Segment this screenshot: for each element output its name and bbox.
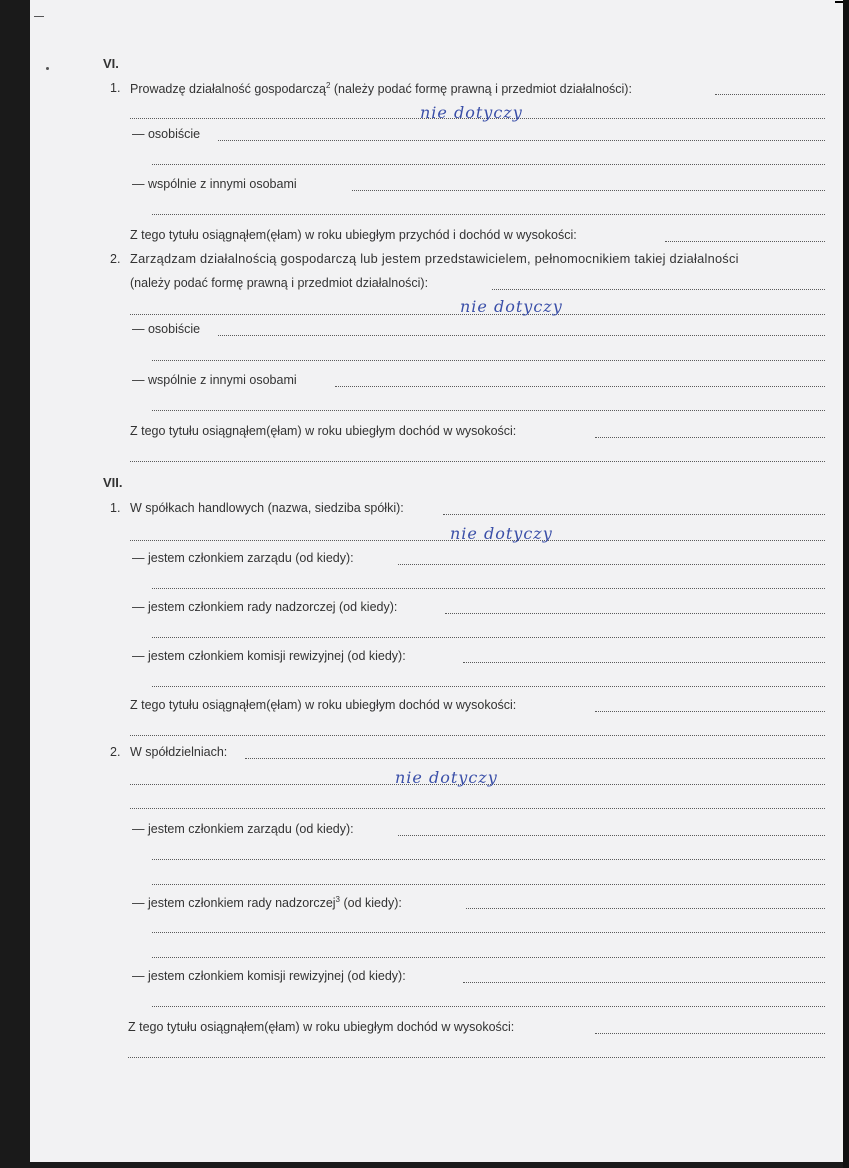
vi-1-handwritten-answer: nie dotyczy	[420, 103, 523, 122]
vii-2-income-label: Z tego tytułu osiągnąłem(ęłam) w roku ubiegłym dochód w wysokości:	[128, 1020, 515, 1034]
section-vi-heading: VI.	[103, 56, 119, 71]
vii-2-rada-line-2[interactable]	[152, 932, 825, 933]
vii-2-rada-line[interactable]	[466, 908, 825, 909]
vii-1-rada-label: — jestem członkiem rady nadzorczej (od kiedy):	[132, 600, 398, 614]
vi-1-wspolnie-label: — wspólnie z innymi osobami	[132, 177, 297, 191]
vii-2-label: W spółdzielniach:	[130, 745, 228, 759]
vii-2-handwritten-answer: nie dotyczy	[395, 768, 498, 787]
vii-1-number: 1.	[110, 501, 121, 515]
vii-1-income-line-2[interactable]	[130, 735, 825, 736]
vii-2-income-line[interactable]	[595, 1033, 825, 1034]
vii-2-number: 2.	[110, 745, 121, 759]
vii-1-income-label: Z tego tytułu osiągnąłem(ęłam) w roku ubiegłym dochód w wysokości:	[130, 698, 517, 712]
vii-2-rada-line-3[interactable]	[152, 957, 825, 958]
vi-1-osobiscie-label: — osobiście	[132, 127, 201, 141]
vii-1-komisja-line-2[interactable]	[152, 686, 825, 687]
scan-dot	[46, 67, 49, 70]
vii-2-komisja-line-2[interactable]	[152, 1006, 825, 1007]
scan-mark	[34, 16, 44, 17]
vii-2-zarzad-line-2[interactable]	[152, 859, 825, 860]
vi-1-number: 1.	[110, 81, 121, 95]
vii-1-zarzad-line[interactable]	[398, 564, 825, 565]
vii-2-income-line-2[interactable]	[128, 1057, 825, 1058]
vii-1-handwritten-answer: nie dotyczy	[450, 524, 553, 543]
vii-1-zarzad-label: — jestem członkiem zarządu (od kiedy):	[132, 551, 354, 565]
vii-2-fill-line[interactable]	[245, 758, 825, 759]
vi-2-osobiscie-line-2[interactable]	[152, 360, 825, 361]
vi-2-wspolnie-line[interactable]	[335, 386, 825, 387]
vi-2-wspolnie-line-2[interactable]	[152, 410, 825, 411]
scan-edge	[843, 0, 849, 1168]
vii-2-rada-label: — jestem członkiem rady nadzorczej$^3$ (od kiedy):	[132, 895, 402, 911]
vi-2-label-line1: Zarządzam działalnością gospodarczą lub jestem przedstawicielem, pełnomocnikiem takiej działalności	[130, 251, 739, 266]
vi-1-income-line[interactable]	[665, 241, 825, 242]
vii-1-zarzad-line-2[interactable]	[152, 588, 825, 589]
vi-2-handwritten-answer: nie dotyczy	[460, 297, 563, 316]
vii-2-fill-line-3[interactable]	[130, 808, 825, 809]
vii-1-komisja-line[interactable]	[463, 662, 825, 663]
vii-1-rada-line-2[interactable]	[152, 637, 825, 638]
vi-1-fill-line[interactable]	[715, 94, 825, 95]
vii-2-zarzad-label: — jestem członkiem zarządu (od kiedy):	[132, 822, 354, 836]
vii-2-zarzad-line-3[interactable]	[152, 884, 825, 885]
vi-2-osobiscie-line[interactable]	[218, 335, 825, 336]
vii-2-zarzad-line[interactable]	[398, 835, 825, 836]
vi-2-fill-line[interactable]	[492, 289, 825, 290]
vi-1-osobiscie-line[interactable]	[218, 140, 825, 141]
vii-1-komisja-label: — jestem członkiem komisji rewizyjnej (od kiedy):	[132, 649, 406, 663]
vii-1-fill-line[interactable]	[443, 514, 825, 515]
vi-1-label: Prowadzę działalność gospodarczą$^2$ (należy podać formę prawną i przedmiot działalności):	[130, 81, 632, 97]
vi-2-osobiscie-label: — osobiście	[132, 322, 201, 336]
section-vii-heading: VII.	[103, 475, 123, 490]
vi-2-income-label: Z tego tytułu osiągnąłem(ęłam) w roku ubiegłym dochód w wysokości:	[130, 424, 517, 438]
vii-1-income-line[interactable]	[595, 711, 825, 712]
vi-2-income-line[interactable]	[595, 437, 825, 438]
vi-1-osobiscie-line-2[interactable]	[152, 164, 825, 165]
vi-2-wspolnie-label: — wspólnie z innymi osobami	[132, 373, 297, 387]
vii-1-label: W spółkach handlowych (nazwa, siedziba spółki):	[130, 501, 404, 515]
form-page	[30, 0, 843, 1162]
vii-1-rada-line[interactable]	[445, 613, 825, 614]
vi-2-income-line-2[interactable]	[130, 461, 825, 462]
vi-1-wspolnie-line[interactable]	[352, 190, 825, 191]
vii-2-komisja-line[interactable]	[463, 982, 825, 983]
scan-corner-mark	[835, 1, 843, 3]
vi-1-wspolnie-line-2[interactable]	[152, 214, 825, 215]
vii-2-komisja-label: — jestem członkiem komisji rewizyjnej (od kiedy):	[132, 969, 406, 983]
vi-1-income-label: Z tego tytułu osiągnąłem(ęłam) w roku ubiegłym przychód i dochód w wysokości:	[130, 228, 577, 242]
vi-2-label-line2: (należy podać formę prawną i przedmiot działalności):	[130, 276, 429, 290]
vi-2-number: 2.	[110, 252, 121, 266]
